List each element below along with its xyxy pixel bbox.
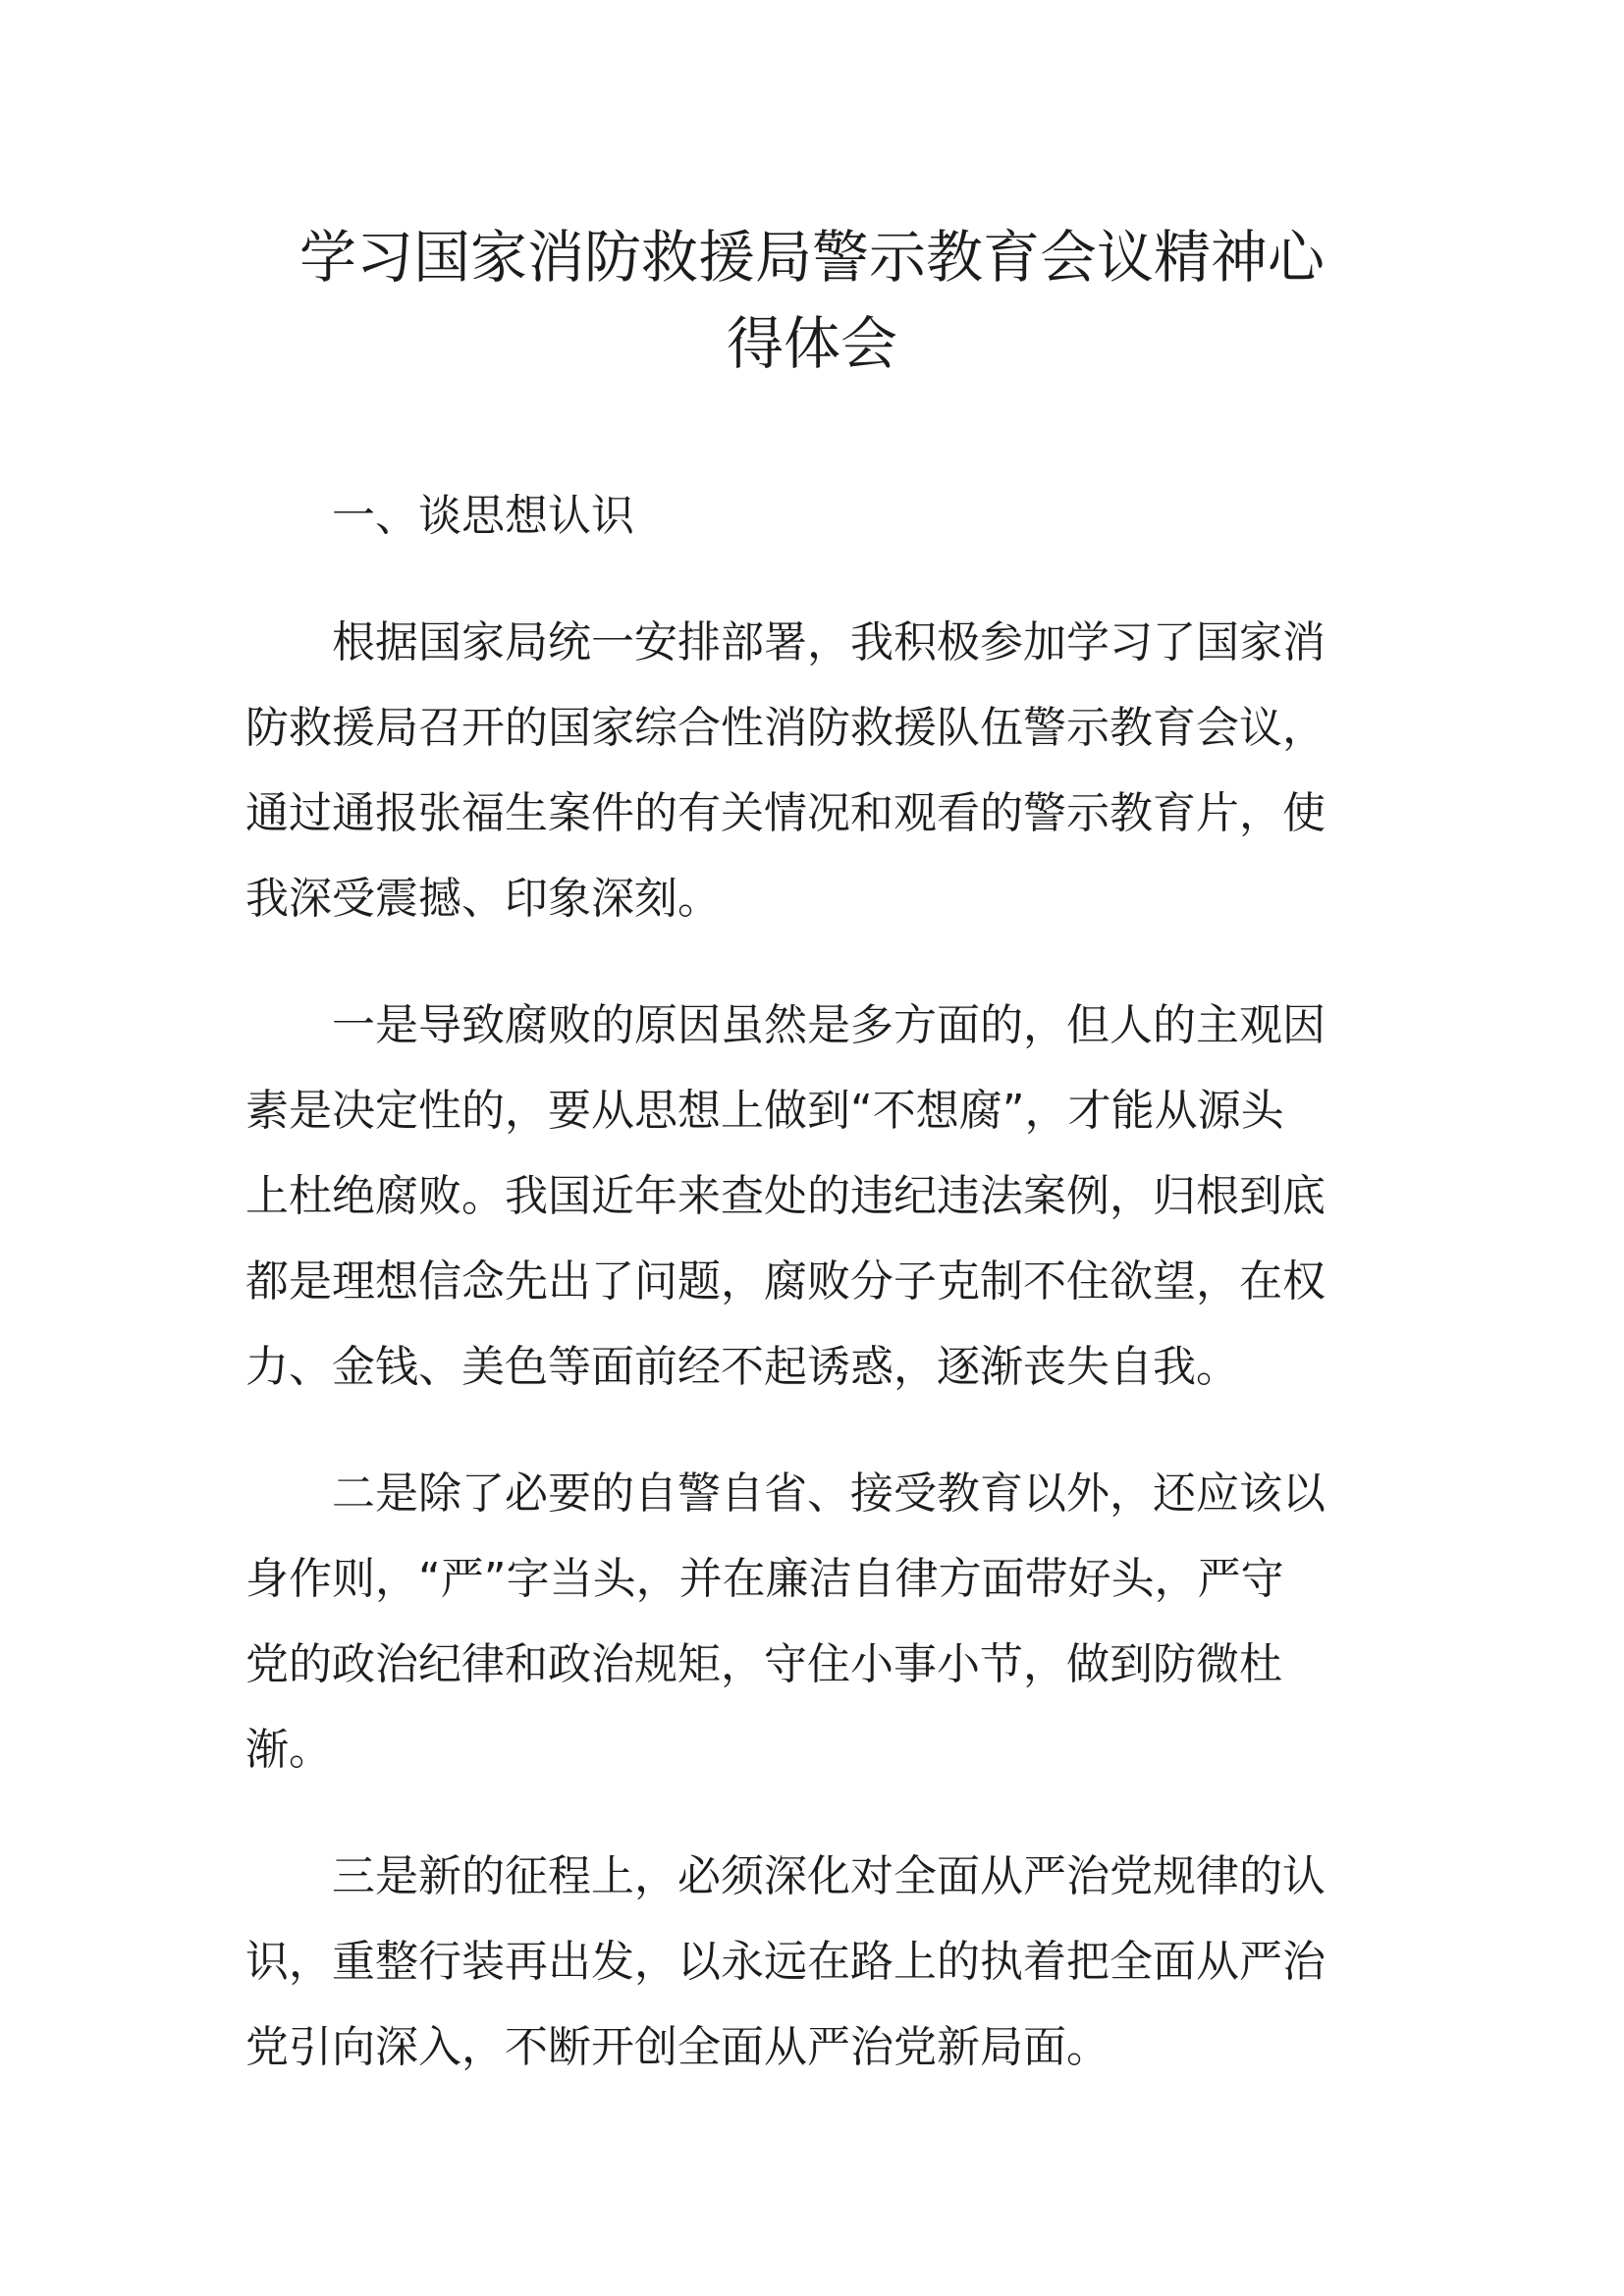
paragraph-line: 上杜绝腐败。我国近年来查处的违纪违法案例，归根到底 bbox=[245, 1171, 1326, 1221]
paragraph-2 bbox=[245, 983, 1355, 1410]
paragraph-line: 党引向深入，不断开创全面从严治党新局面。 bbox=[245, 2022, 1110, 2072]
section-heading-text: 一、谈思想认识 bbox=[332, 491, 634, 541]
paragraph-1 bbox=[245, 600, 1355, 941]
document-body bbox=[245, 473, 1355, 2090]
title-line-1: 学习国家消防救援局警示教育会议精神心 bbox=[298, 224, 1325, 291]
paragraph-line: 渐。 bbox=[245, 1725, 332, 1775]
section-heading bbox=[245, 473, 1355, 559]
paragraph-line: 力、金钱、美色等面前经不起诱惑，逐渐丧失自我。 bbox=[245, 1342, 1239, 1392]
paragraph-4 bbox=[245, 1834, 1355, 2090]
paragraph-line: 根据国家局统一安排部署，我积极参加学习了国家消 bbox=[332, 617, 1326, 667]
paragraph-line: 二是除了必要的自警自省、接受教育以外，还应该以 bbox=[332, 1468, 1326, 1519]
paragraph-line: 一是导致腐败的原因虽然是多方面的，但人的主观因 bbox=[332, 1000, 1326, 1050]
paragraph-line: 通过通报张福生案件的有关情况和观看的警示教育片，使 bbox=[245, 788, 1326, 838]
paragraph-line: 我深受震撼、印象深刻。 bbox=[245, 874, 721, 924]
paragraph-line: 防救援局召开的国家综合性消防救援队伍警示教育会议， bbox=[245, 703, 1326, 753]
paragraph-line: 都是理想信念先出了问题，腐败分子克制不住欲望，在权 bbox=[245, 1256, 1326, 1307]
paragraph-3 bbox=[245, 1451, 1355, 1792]
paragraph-line: 身作则，“严”字当头，并在廉洁自律方面带好头，严守 bbox=[245, 1554, 1284, 1604]
paragraph-line: 识，重整行装再出发，以永远在路上的执着把全面从严治 bbox=[245, 1937, 1326, 1987]
paragraph-line: 党的政治纪律和政治规矩，守住小事小节，做到防微杜 bbox=[245, 1639, 1282, 1689]
title-line-2: 得体会 bbox=[726, 310, 897, 377]
document-title bbox=[236, 214, 1388, 387]
paragraph-line: 三是新的征程上，必须深化对全面从严治党规律的认 bbox=[332, 1851, 1326, 1901]
paragraph-line: 素是决定性的，要从思想上做到“不想腐”，才能从源头 bbox=[245, 1086, 1284, 1136]
